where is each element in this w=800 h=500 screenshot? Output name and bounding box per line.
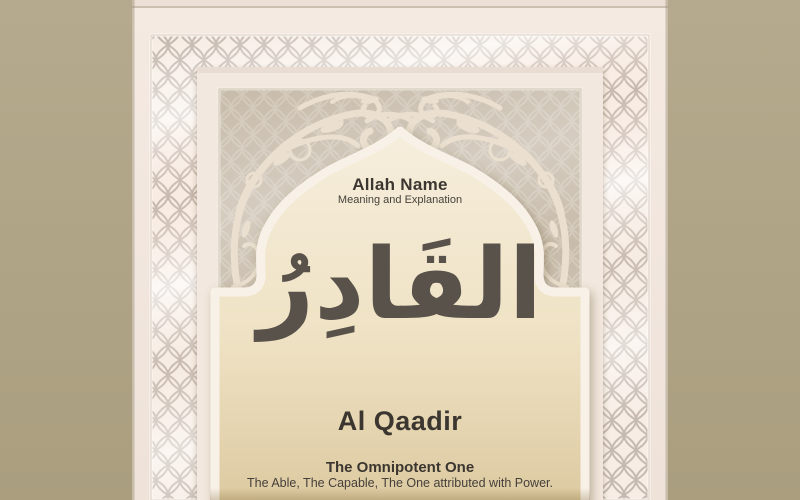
header-title: Allah Name bbox=[352, 175, 448, 194]
meaning-title: The Omnipotent One bbox=[325, 459, 475, 476]
name-transliteration: Al Qaadir bbox=[337, 406, 463, 436]
header-subtitle: Meaning and Explanation bbox=[337, 194, 463, 206]
arabic-calligraphy: القَادِرُ bbox=[257, 228, 543, 342]
meaning-description: The Able, The Capable, The One attributed with Power. bbox=[247, 476, 553, 490]
